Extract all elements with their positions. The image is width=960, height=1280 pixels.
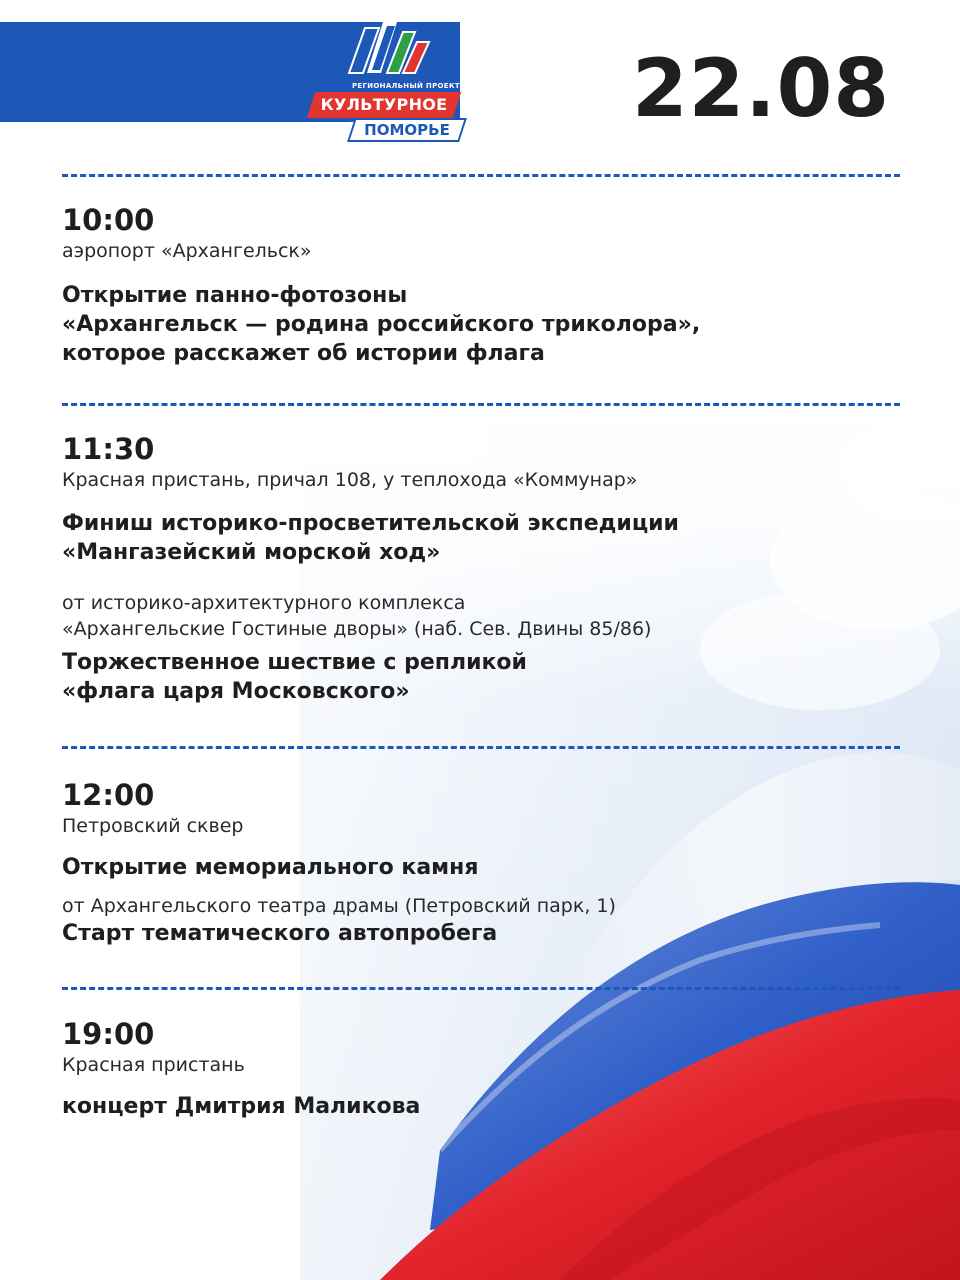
separator [62,174,900,177]
event-title: Финиш историко-просветительской экспедиции «Мангазейский морской ход» [62,511,679,565]
event-time: 11:30 [62,432,155,466]
event-title: Открытие мемориального камня [62,855,479,880]
event-block [62,1017,922,1121]
event-block [62,203,922,368]
logo-word2-text: ПОМОРЬЕ [364,121,450,139]
event-time: 10:00 [62,203,155,237]
separator [62,403,900,406]
event-block [62,432,922,706]
event-place: аэропорт «Архангельск» [62,240,312,262]
event-block [62,778,922,948]
event-place: Красная пристань, причал 108, у теплохода «Коммунар» [62,469,638,491]
separator [62,746,900,749]
event-sub-place: от Архангельского театра драмы (Петровский парк, 1) [62,895,616,917]
event-time: 19:00 [62,1017,155,1051]
logo-book-icon [305,18,475,88]
kulturnoe-pomorye-logo [305,18,475,139]
logo-word1-text: КУЛЬТУРНОЕ [320,95,448,114]
logo-caption: РЕГИОНАЛЬНЫЙ ПРОЕКТ [352,82,460,90]
event-title: концерт Дмитрия Маликова [62,1094,421,1119]
event-time: 12:00 [62,778,155,812]
separator [62,987,900,990]
event-sub-place: от историко-архитектурного комплекса «Архангельские Гостиные дворы» (наб. Сев. Двины 85/86) [62,592,652,640]
logo-word-kulturnoe [307,92,461,118]
event-sub-title: Старт тематического автопробега [62,921,498,946]
event-sub-title: Торжественное шествие с репликой «флага царя Московского» [62,650,527,704]
event-place: Красная пристань [62,1054,245,1076]
event-place: Петровский сквер [62,815,244,837]
event-date: 22.08 [631,42,890,135]
event-title: Открытие панно-фотозоны «Архангельск — родина российского триколора», которое расскажет об истории флага [62,283,701,366]
logo-word-pomorye [347,118,467,142]
